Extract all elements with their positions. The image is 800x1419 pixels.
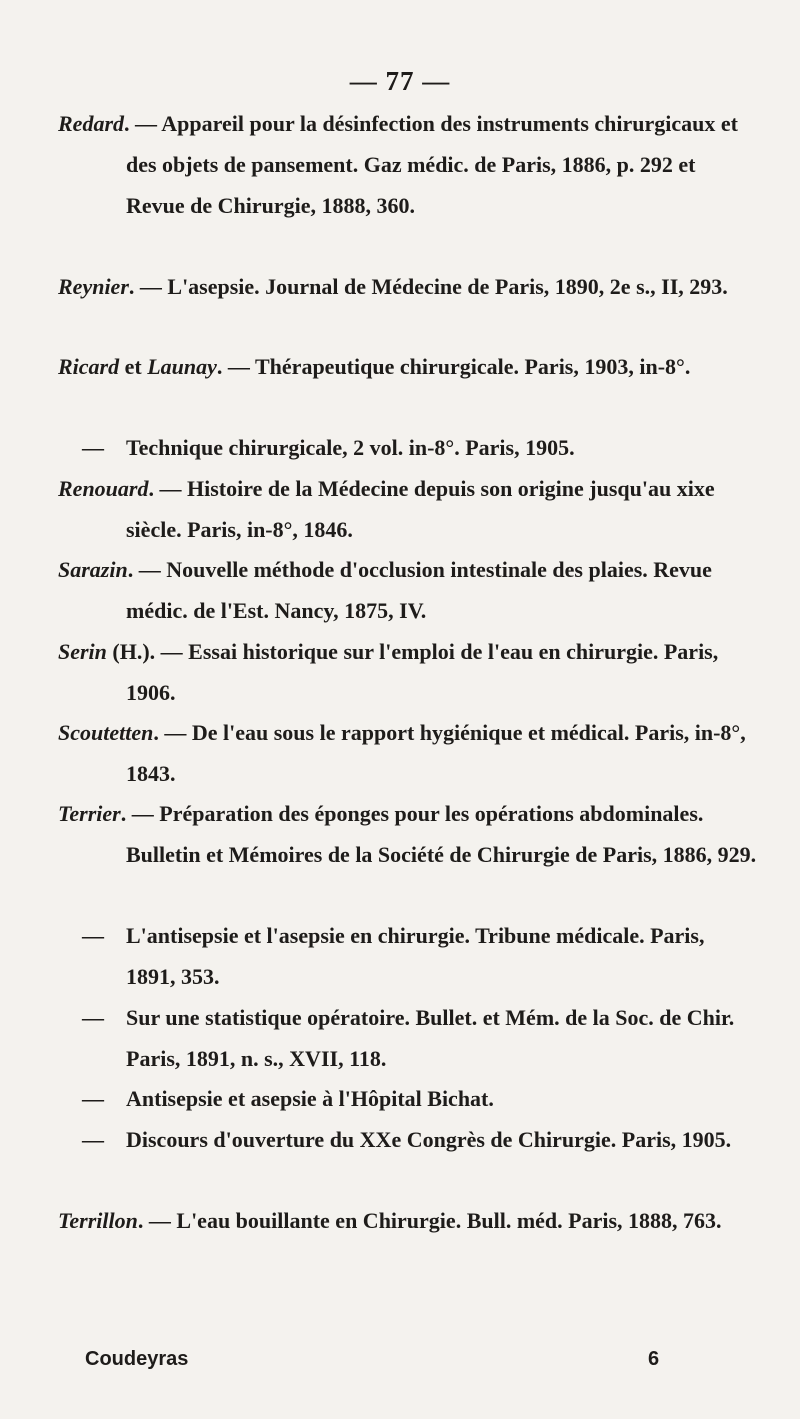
bib-entry-technique: [82, 427, 758, 468]
entry-text: (H.). — Essai historique sur l'emploi de l'eau en chirurgie. Paris, 1906.: [106, 639, 719, 705]
entry-text: . — L'asepsie. Journal de Médecine de Paris, 1890, 2e s., II, 293.: [128, 274, 728, 299]
entry-dash: —: [82, 435, 104, 460]
bib-entry-renouard: [58, 468, 758, 550]
bib-entry-ricard-launay: [58, 346, 758, 387]
entry-author: Redard: [58, 111, 124, 136]
entry-text: . — Appareil pour la désinfection des instruments chirurgicaux et des objets de pansement. Gaz médic. de Paris, 1886, p. 292 et Revue de Chirurgie, 1888, 360.: [124, 111, 738, 218]
entry-text: . — Thérapeutique chirurgicale. Paris, 1903, in-8°.: [216, 354, 691, 379]
entry-text: Discours d'ouverture du XXe Congrès de Chirurgie. Paris, 1905.: [126, 1127, 732, 1152]
entry-text: L'antisepsie et l'asepsie en chirurgie. Tribune médicale. Paris, 1891, 353.: [126, 923, 705, 989]
bib-entry-serin: [58, 631, 758, 713]
entry-dash: —: [82, 1005, 104, 1030]
entry-text: Technique chirurgicale, 2 vol. in-8°. Paris, 1905.: [126, 435, 575, 460]
entry-text: . — L'eau bouillante en Chirurgie. Bull. méd. Paris, 1888, 763.: [137, 1208, 722, 1233]
bib-entry-bichat: [82, 1078, 758, 1119]
bib-entry-reynier: [58, 266, 758, 307]
bib-entry-antisepsie: [82, 915, 758, 997]
entry-text: . — Nouvelle méthode d'occlusion intestinale des plaies. Revue médic. de l'Est. Nancy, 1875, IV.: [126, 557, 712, 623]
entry-author: Terrier: [58, 801, 121, 826]
entry-author: Terrillon: [58, 1208, 138, 1233]
entry-author: Ricard: [58, 354, 120, 379]
bib-entry-terrillon: [58, 1200, 758, 1241]
bib-entry-statistique: [82, 997, 758, 1079]
printer-signature: Coudeyras: [85, 1348, 189, 1370]
signature-mark: 6: [648, 1348, 660, 1370]
entry-author: Reynier: [58, 274, 129, 299]
entry-dash: —: [82, 1127, 104, 1152]
page-number: — 77 —: [349, 66, 451, 96]
bib-entry-terrier: [58, 793, 758, 875]
entry-connector: et: [119, 354, 148, 379]
bib-entry-scoutetten: [58, 712, 758, 794]
bib-entry-redard: [58, 103, 758, 226]
entry-author: Sarazin: [58, 557, 128, 582]
entry-text: . — Préparation des éponges pour les opérations abdominales. Bulletin et Mémoires de la Société de Chirurgie de Paris, 1886, 929.: [120, 801, 757, 867]
bib-entry-sarazin: [58, 549, 758, 631]
entry-text: Sur une statistique opératoire. Bullet. et Mém. de la Soc. de Chir. Paris, 1891, n. s., XVII, 118.: [126, 1005, 735, 1071]
entry-author: Scoutetten: [58, 720, 154, 745]
entry-dash: —: [82, 1086, 104, 1111]
entry-author-second: Launay: [147, 354, 217, 379]
bib-entry-discours: [82, 1119, 758, 1160]
entry-text: . — De l'eau sous le rapport hygiénique et médical. Paris, in-8°, 1843.: [126, 720, 746, 786]
entry-dash: —: [82, 923, 104, 948]
entry-author: Renouard: [58, 476, 149, 501]
entry-text: Antisepsie et asepsie à l'Hôpital Bichat.: [126, 1086, 494, 1111]
entry-text: . — Histoire de la Médecine depuis son origine jusqu'au xixe siècle. Paris, in-8°, 1846.: [126, 476, 715, 542]
entry-author: Serin: [58, 639, 107, 664]
